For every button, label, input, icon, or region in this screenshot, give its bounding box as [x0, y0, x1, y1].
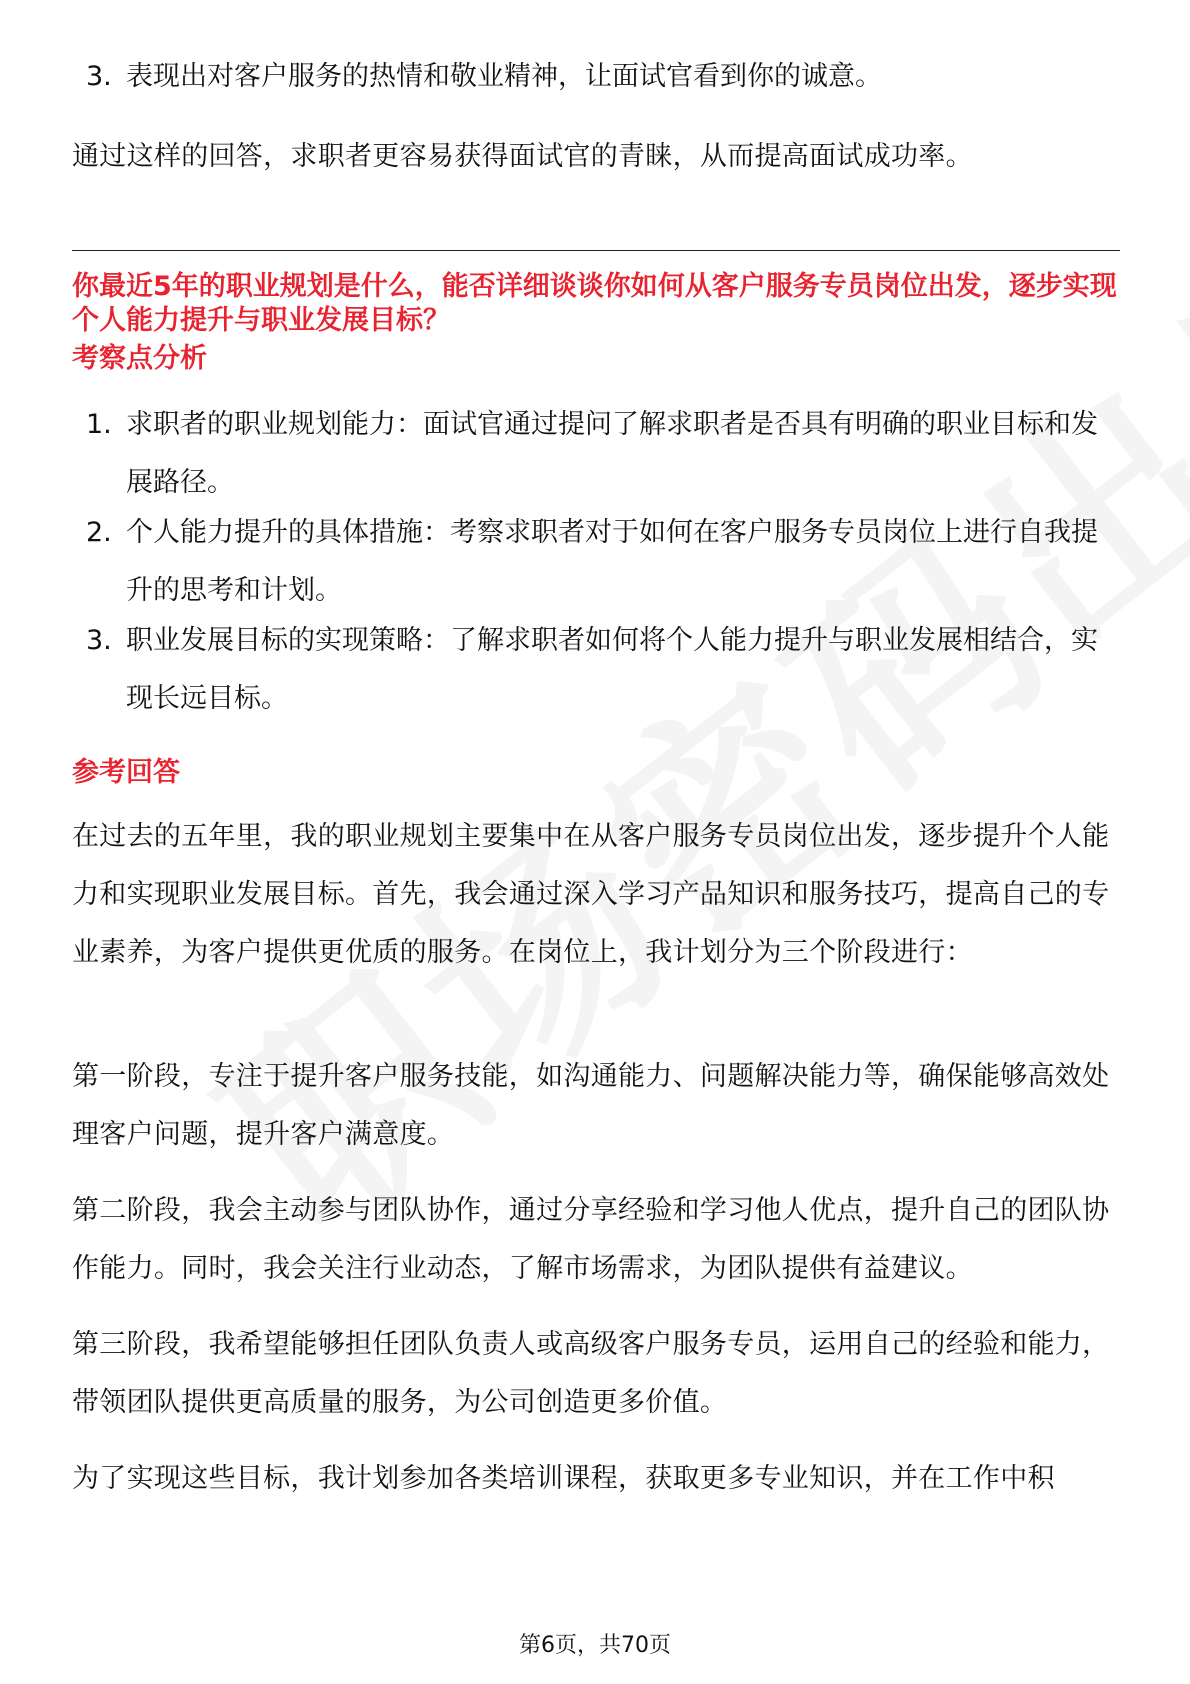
list-number: 1.: [86, 409, 112, 440]
list-item: [86, 504, 1120, 620]
analysis-heading: 考察点分析: [72, 343, 207, 374]
list-item-text: 求职者的职业规划能力：面试官通过提问了解求职者是否具有明确的职业目标和发展路径。: [126, 409, 1098, 498]
list-item: [86, 612, 1120, 728]
section-divider: [72, 250, 1120, 251]
list-item-text: 职业发展目标的实现策略：了解求职者如何将个人能力提升与职业发展相结合，实现长远目标。: [126, 625, 1098, 714]
list-item: [86, 48, 1120, 106]
answer-paragraph: 在过去的五年里，我的职业规划主要集中在从客户服务专员岗位出发，逐步提升个人能力和实现职业发展目标。首先，我会通过深入学习产品知识和服务技巧，提高自己的专业素养，为客户提供更优质的服务。在岗位上，我计划分为三个阶段进行：: [72, 821, 1110, 968]
list-number: 2.: [86, 517, 112, 548]
list-item: [86, 396, 1120, 512]
answer-paragraph: 为了实现这些目标，我计划参加各类培训课程，获取更多专业知识，并在工作中积: [72, 1463, 1055, 1494]
answer-paragraph: 第一阶段，专注于提升客户服务技能，如沟通能力、问题解决能力等，确保能够高效处理客户问题，提升客户满意度。: [72, 1061, 1110, 1150]
answer-paragraph: 第三阶段，我希望能够担任团队负责人或高级客户服务专员，运用自己的经验和能力，带领团队提供更高质量的服务，为公司创造更多价值。: [72, 1329, 1110, 1418]
list-item-text: 表现出对客户服务的热情和敬业精神，让面试官看到你的诚意。: [126, 61, 882, 92]
list-item-text: 个人能力提升的具体措施：考察求职者对于如何在客户服务专员岗位上进行自我提升的思考和计划。: [126, 517, 1098, 606]
list-number: 3.: [86, 61, 112, 92]
page-footer: 第6页，共70页: [519, 1633, 671, 1658]
summary-paragraph: 通过这样的回答，求职者更容易获得面试官的青睐，从而提高面试成功率。: [72, 141, 973, 172]
answer-heading: 参考回答: [72, 757, 180, 788]
list-number: 3.: [86, 625, 112, 656]
question-title: 你最近5年的职业规划是什么，能否详细谈谈你如何从客户服务专员岗位出发，逐步实现个人能力提升与职业发展目标？: [72, 271, 1117, 336]
answer-paragraph: 第二阶段，我会主动参与团队协作，通过分享经验和学习他人优点，提升自己的团队协作能力。同时，我会关注行业动态，了解市场需求，为团队提供有益建议。: [72, 1195, 1110, 1284]
